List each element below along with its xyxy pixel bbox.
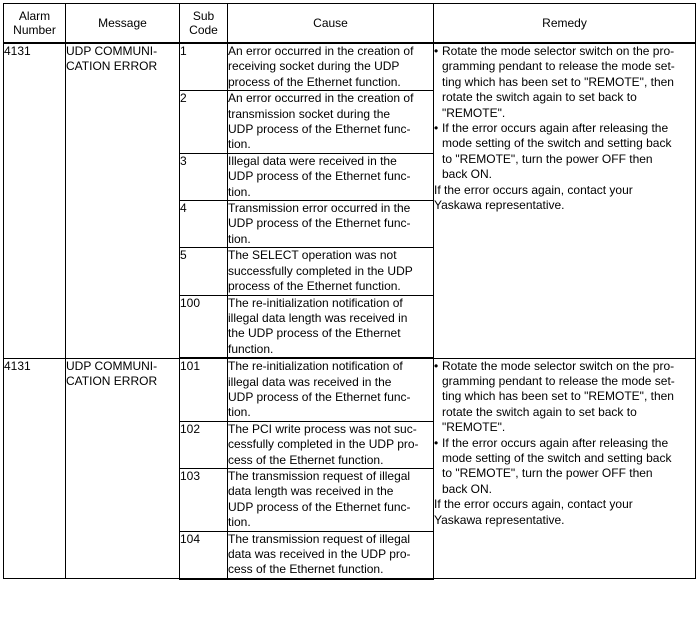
remedy-line: mode setting of the switch and setting back xyxy=(442,136,672,151)
cause-line: The re-initialization notification of xyxy=(228,295,403,310)
cause-line: Transmission error occurred in the xyxy=(228,201,411,216)
cause-line: cess of the Ethernet function. xyxy=(228,562,384,577)
remedy-bullet xyxy=(434,359,695,436)
remedy-line: ting which has been set to "REMOTE", then xyxy=(442,74,674,89)
cause-line: UDP process of the Ethernet func- xyxy=(228,499,411,514)
cause-cell xyxy=(228,91,434,154)
cause-line: UDP process of the Ethernet func- xyxy=(228,389,411,404)
remedy-line: "REMOTE". xyxy=(442,105,506,120)
cause-cell xyxy=(228,531,434,579)
cause-line: data was received in the UDP pro- xyxy=(228,547,411,561)
cause-line: UDP process of the Ethernet func- xyxy=(228,122,411,137)
sub-code-cell: 3 xyxy=(180,153,228,200)
cause-cell xyxy=(228,153,434,200)
cause-line: The transmission request of illegal xyxy=(228,468,411,483)
remedy-line: rotate the switch again to set back to xyxy=(442,90,637,105)
cause-line: illegal data was received in the xyxy=(228,374,392,389)
remedy-line: • Rotate the mode selector switch on the pro- xyxy=(442,358,675,373)
message-line: UDP COMMUNI- xyxy=(66,44,158,58)
cause-line: the UDP process of the Ethernet xyxy=(228,326,401,341)
header-message: Message xyxy=(66,4,180,44)
sub-code-cell: 101 xyxy=(180,358,228,421)
cause-line: tion. xyxy=(228,137,251,152)
cause-line: cess of the Ethernet function. xyxy=(228,452,384,467)
header-remedy: Remedy xyxy=(434,4,696,44)
cause-cell xyxy=(228,295,434,358)
message-line: UDP COMMUNI- xyxy=(66,358,158,373)
cause-line: The PCI write process was not suc- xyxy=(228,421,417,436)
sub-code-cell: 100 xyxy=(180,295,228,358)
remedy-line: rotate the switch again to set back to xyxy=(442,404,637,419)
remedy-line: • If the error occurs again after releasing the xyxy=(442,121,669,136)
cause-line: An error occurred in the creation of xyxy=(228,44,414,58)
cause-line: The re-initialization notification of xyxy=(228,359,403,374)
header-row xyxy=(4,4,696,44)
cause-cell xyxy=(228,248,434,295)
cause-cell xyxy=(228,421,434,468)
cause-cell xyxy=(228,43,434,91)
remedy-line: "REMOTE". xyxy=(442,420,506,435)
remedy-line: to "REMOTE", turn the power OFF then xyxy=(442,466,653,481)
sub-code-cell: 1 xyxy=(180,43,228,91)
alarm-table xyxy=(3,3,696,580)
remedy-line: ting which has been set to "REMOTE", then xyxy=(442,389,674,404)
cause-cell xyxy=(228,358,434,421)
cause-line: tion. xyxy=(228,405,251,420)
remedy-bullet xyxy=(434,44,695,121)
header-sub-code: Sub Code xyxy=(180,4,228,44)
sub-code-cell: 104 xyxy=(180,531,228,579)
remedy-line: Yaskawa representative. xyxy=(434,512,565,527)
cause-line: Illegal data were received in the xyxy=(228,153,397,168)
cause-line: tion. xyxy=(228,231,251,246)
message-cell xyxy=(66,43,180,358)
remedy-line: gramming pendant to release the mode set- xyxy=(442,59,675,74)
remedy-line: • If the error occurs again after releasing the xyxy=(442,435,669,450)
remedy-bullet xyxy=(434,121,695,183)
cause-line: receiving socket during the UDP xyxy=(228,59,400,74)
header-alarm-number: Alarm Number xyxy=(4,4,66,44)
cause-line: process of the Ethernet function. xyxy=(228,74,401,89)
cause-cell xyxy=(228,468,434,531)
message-line: CATION ERROR xyxy=(66,374,158,389)
table-row xyxy=(4,43,696,91)
sub-code-cell: 103 xyxy=(180,468,228,531)
sub-code-cell: 4 xyxy=(180,201,228,248)
remedy-bullet xyxy=(434,436,695,498)
remedy-line: back ON. xyxy=(442,481,493,496)
cause-line: function. xyxy=(228,341,274,356)
cause-line: tion. xyxy=(228,515,251,530)
remedy-line: If the error occurs again, contact your xyxy=(434,182,633,197)
cause-line: process of the Ethernet function. xyxy=(228,279,401,294)
remedy-line: Yaskawa representative. xyxy=(434,198,565,213)
cause-line: The transmission request of illegal xyxy=(228,531,411,546)
remedy-line: gramming pendant to release the mode set- xyxy=(442,374,675,389)
remedy-line: mode setting of the switch and setting back xyxy=(442,451,672,466)
remedy-line: back ON. xyxy=(442,167,493,182)
cause-line: cessfully completed in the UDP pro- xyxy=(228,437,419,452)
cause-line: illegal data length was received in xyxy=(228,310,408,325)
message-line: CATION ERROR xyxy=(66,59,158,74)
cause-line: UDP process of the Ethernet func- xyxy=(228,216,411,231)
alarm-number-cell: 4131 xyxy=(4,358,66,579)
remedy-note xyxy=(434,497,695,528)
remedy-line: to "REMOTE", turn the power OFF then xyxy=(442,151,653,166)
cause-line: An error occurred in the creation of xyxy=(228,91,414,106)
cause-line: The SELECT operation was not xyxy=(228,248,397,263)
remedy-cell xyxy=(434,358,696,579)
sub-code-cell: 102 xyxy=(180,421,228,468)
remedy-line: • Rotate the mode selector switch on the pro- xyxy=(442,44,675,58)
alarm-number-cell: 4131 xyxy=(4,43,66,358)
cause-line: data length was received in the xyxy=(228,484,394,499)
cause-cell xyxy=(228,201,434,248)
header-cause: Cause xyxy=(228,4,434,44)
sub-code-cell: 2 xyxy=(180,91,228,154)
cause-line: successfully completed in the UDP xyxy=(228,263,413,278)
cause-line: transmission socket during the xyxy=(228,106,391,121)
remedy-cell xyxy=(434,43,696,358)
table-row xyxy=(4,358,696,421)
message-cell xyxy=(66,358,180,579)
remedy-line: If the error occurs again, contact your xyxy=(434,497,633,512)
remedy-note xyxy=(434,183,695,214)
cause-line: tion. xyxy=(228,184,251,199)
cause-line: UDP process of the Ethernet func- xyxy=(228,169,411,184)
sub-code-cell: 5 xyxy=(180,248,228,295)
